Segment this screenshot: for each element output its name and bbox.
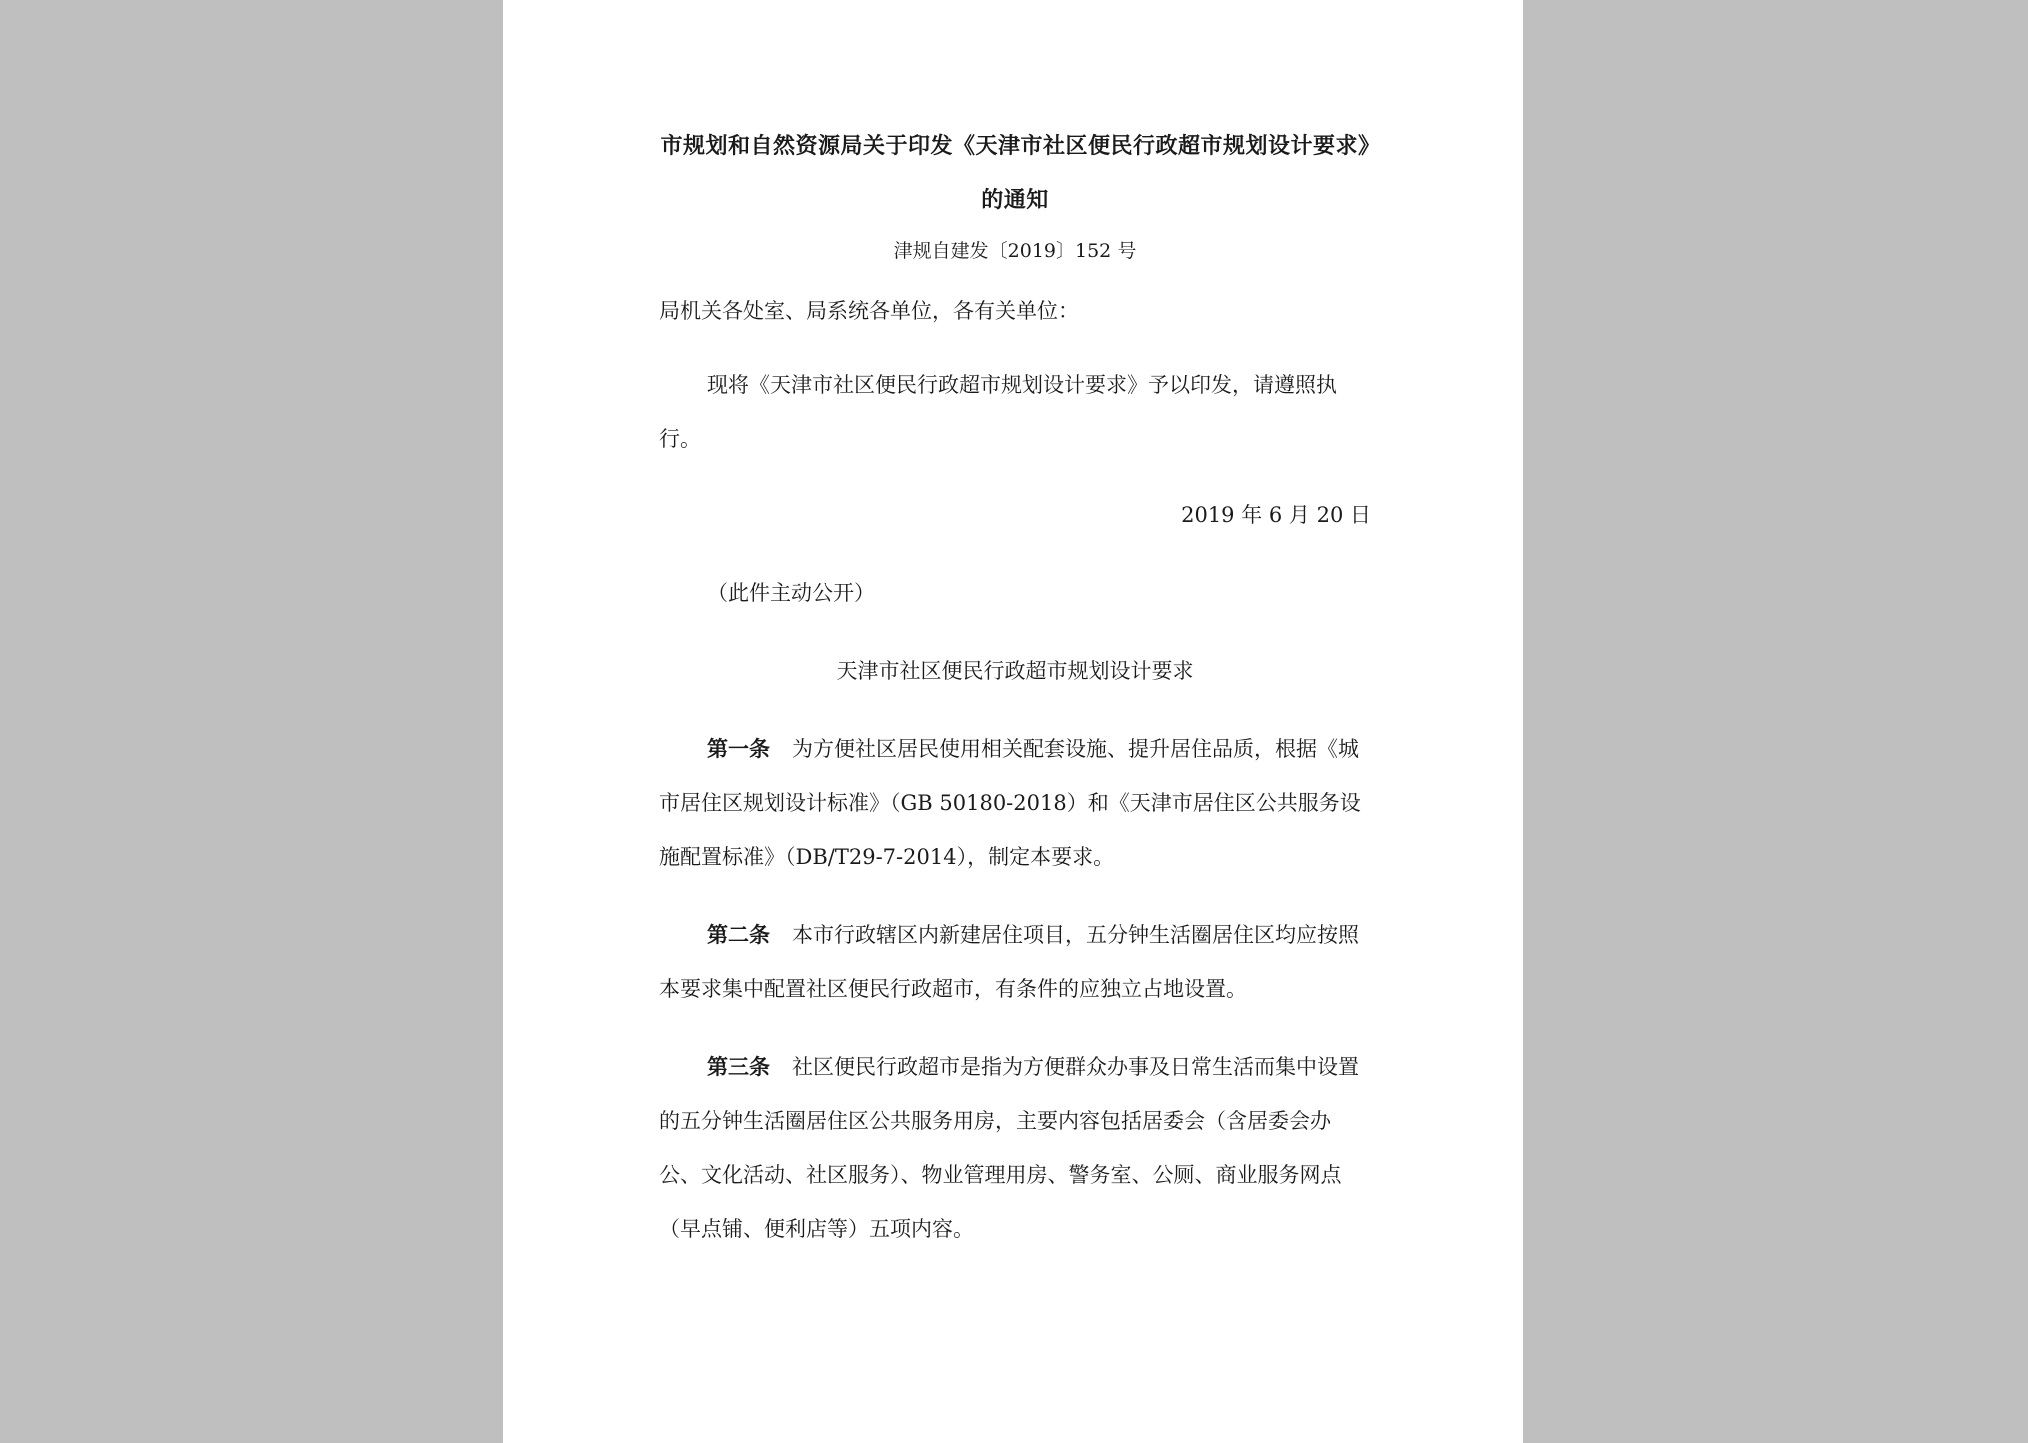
- regulation-title: 天津市社区便民行政超市规划设计要求: [836, 659, 1194, 683]
- article-3-text: 社区便民行政超市是指为方便群众办事及日常生活而集中设置的五分钟生活圈居住区公共服务用房，主要内容包括居委会（含居委会办公、文化活动、社区服务）、物业管理用房、警务室、公厕、商业服务网点（早点铺、便利店等）五项内容。: [659, 1055, 1359, 1241]
- article-1-text: 为方便社区居民使用相关配套设施、提升居住品质，根据《城市居住区规划设计标准》（GB 50180-2018）和《天津市居住区公共服务设施配置标准》（DB/T29-7-2014），制定本要求。: [659, 737, 1361, 869]
- article-3: [659, 1040, 1371, 1256]
- public-note: （此件主动公开）: [707, 581, 875, 605]
- body-paragraph: 现将《天津市社区便民行政超市规划设计要求》予以印发，请遵照执行。: [659, 373, 1337, 451]
- document-page: [503, 0, 1523, 1443]
- page-content: [659, 120, 1371, 1256]
- article-3-label: 第三条: [707, 1055, 770, 1079]
- article-1-label: 第一条: [707, 737, 770, 761]
- addressee: 局机关各处室、局系统各单位，各有关单位：: [659, 299, 1079, 323]
- document-title: 市规划和自然资源局关于印发《天津市社区便民行政超市规划设计要求》的通知: [660, 134, 1370, 213]
- article-2: [659, 908, 1371, 1016]
- article-1: [659, 722, 1371, 884]
- issue-date: 2019 年 6 月 20 日: [1181, 503, 1371, 527]
- document-number: 津规自建发〔2019〕152 号: [893, 240, 1137, 262]
- article-2-label: 第二条: [707, 923, 770, 947]
- article-2-text: 本市行政辖区内新建居住项目，五分钟生活圈居住区均应按照本要求集中配置社区便民行政超市，有条件的应独立占地设置。: [659, 923, 1359, 1001]
